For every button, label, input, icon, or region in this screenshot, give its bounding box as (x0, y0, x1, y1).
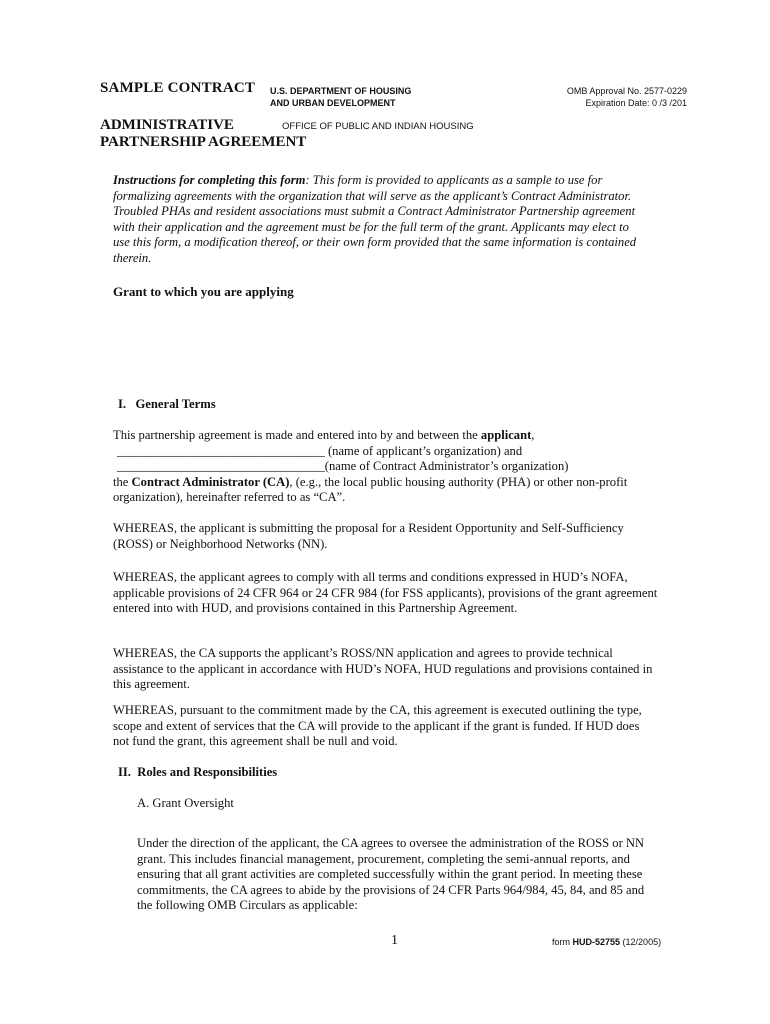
parties-paragraph (113, 428, 658, 506)
omb-approval-number: OMB Approval No. 2577-0229 (566, 86, 687, 96)
ca-name-label: (name of Contract Administrator’s organization) (324, 459, 569, 474)
instructions-paragraph (113, 173, 643, 267)
agreement-title-line-2: PARTNERSHIP AGREEMENT (100, 134, 307, 150)
contract-administrator-term: Contract Administrator (CA) (131, 474, 290, 489)
parties-line-2 (113, 444, 658, 460)
applicant-term: applicant (480, 428, 532, 442)
instructions-label: Instructions for completing this form (113, 173, 306, 187)
document-title: SAMPLE CONTRACT (100, 80, 256, 96)
whereas-paragraph-2: WHEREAS, the applicant agrees to comply with all terms and conditions expressed in HUD’s NOFA, applicable provisions of 24 CFR 964 or 24 CFR 984 (for FSS applicants), provisions of the grant agreement entered into with HUD, and provisions contained in this Partnership Agreement. (113, 570, 658, 616)
parties-line-3 (113, 459, 658, 475)
section-2-heading: II. Roles and Responsibilities (118, 765, 278, 779)
parties-the: the (113, 474, 132, 489)
subsection-a-heading: A. Grant Oversight (137, 796, 234, 810)
agreement-title-line-1: ADMINISTRATIVE (100, 117, 234, 133)
form-prefix: form (552, 937, 573, 947)
expiration-date: Expiration Date: 0 /3 /201 (585, 98, 687, 108)
parties-comma: , (531, 428, 535, 442)
department-line-1: U.S. DEPARTMENT OF HOUSING (270, 86, 412, 96)
applicant-name-blank[interactable]: _________________________________ (117, 443, 325, 458)
ca-name-blank[interactable]: _________________________________ (117, 459, 325, 474)
whereas-paragraph-4: WHEREAS, pursuant to the commitment made by the CA, this agreement is executed outlining the type, scope and extent of services that the CA will provide to the applicant if the grant is funded. If HUD does not fund the grant, this agreement shall be null and void. (113, 703, 642, 749)
applicant-name-label: (name of applicant’s organization) and (327, 443, 523, 458)
agreement-title (100, 117, 306, 151)
whereas-paragraph-3: WHEREAS, the CA supports the applicant’s ROSS/NN application and agrees to provide technical assistance to the applicant in accordance with HUD’s NOFA, HUD regulations and provisions contained in this agreement. (113, 646, 653, 692)
parties-intro: This partnership agreement is made and entered into by and between the (113, 428, 481, 442)
page-number: 1 (391, 933, 398, 948)
grant-oversight-paragraph: Under the direction of the applicant, the CA agrees to oversee the administration of the ROSS or NN grant. This includes financial management, procurement, completing the semi-annual reports, and ensuring that all grant activities are completed successfully within the grant period. In meeting these commitments, the CA agrees to abide by the provisions of 24 CFR Parts 964/984, 45, 84, and 85 and the following OMB Circulars as applicable: (137, 836, 645, 913)
department-line-2: AND URBAN DEVELOPMENT (270, 98, 396, 108)
grant-heading: Grant to which you are applying (113, 284, 294, 299)
form-date: (12/2005) (620, 937, 662, 947)
office-name: OFFICE OF PUBLIC AND INDIAN HOUSING (282, 121, 474, 132)
form-id: HUD-52755 (572, 937, 621, 947)
parties-rest: , (e.g., the local public housing authority (PHA) or other non-profit organization), hereinafter referred to as “CA”. (113, 474, 628, 505)
omb-approval-block (540, 85, 687, 109)
parties-line-4 (113, 475, 658, 506)
parties-line-1 (113, 428, 658, 444)
whereas-paragraph-1: WHEREAS, the applicant is submitting the proposal for a Resident Opportunity and Self-Sufficiency (ROSS) or Neighborhood Networks (NN). (113, 521, 624, 551)
form-number (552, 937, 661, 947)
section-1-heading: I. General Terms (118, 397, 216, 411)
department-name (270, 85, 411, 109)
instructions-text: : This form is provided to applicants as a sample to use for formalizing agreements with the organization that will serve as the applicant’s Contract Administrator. Troubled PHAs and resident associations must submit a Contract Administrator Partnership agreement with their application and the agreement must be for the full term of the grant. Applicants may elect to use this form, a modification thereof, or their own form provided that the same information is contained therein. (113, 173, 637, 265)
